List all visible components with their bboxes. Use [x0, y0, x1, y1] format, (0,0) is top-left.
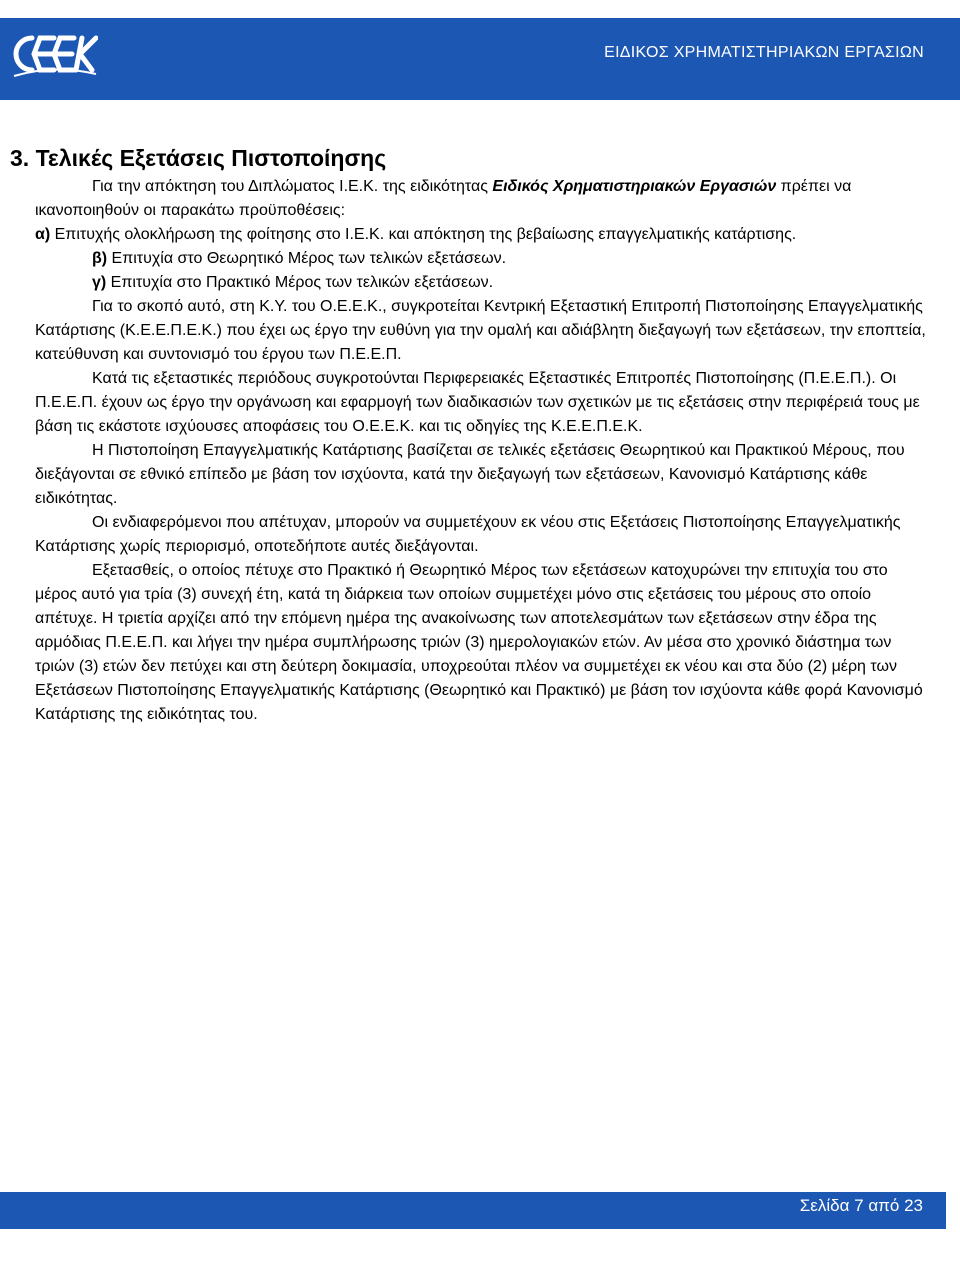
- intro-text-1: Για την απόκτηση του Διπλώματος Ι.Ε.Κ. της ειδικότητας: [92, 178, 493, 195]
- paragraph-5: Εξετασθείς, ο οποίος πέτυχε στο Πρακτικό ή Θεωρητικό Μέρος των εξετάσεων κατοχυρώνει την επιτυχία του στο μέρος αυτό για τρία (3) συνεχή έτη, κατά τη διάρκεια των οποίων συμμετέχει μόνο στις εξετάσεις του μέρους στο οποίο απέτυχε. Η τριετία αρχίζει από την επόμενη ημέρα της ανακοίνωσης των αποτελεσμάτων των εξετάσεων στην έδρα της αρμόδιας Π.Ε.Ε.Π. και λήγει την ημέρα συμπλήρωσης τριών (3) ημερολογιακών ετών. Αν μέσα στο χρονικό διάστημα των τριών (3) ετών δεν πετύχει και στη δεύτερη δοκιμασία, υποχρεούται πλέον να συμμετέχει εκ νέου και στα δύο (2) μέρη των Εξετάσεων Πιστοποίησης Επαγγελματικής Κατάρτισης (Θεωρητικό και Πρακτικό) με βάση τον ισχύοντα κάθε φορά Κανονισμό Κατάρτισης της ειδικότητας του.: [35, 562, 923, 723]
- condition-c-text: Επιτυχία στο Πρακτικό Μέρος των τελικών εξετάσεων.: [106, 274, 494, 291]
- paragraph-3: Η Πιστοποίηση Επαγγελματικής Κατάρτισης βασίζεται σε τελικές εξετάσεις Θεωρητικού και Πρακτικού Μέρους, που διεξάγονται σε εθνικό επίπεδο με βάση τον ισχύοντα, κατά την διεξαγωγή των εξετάσεων, Κανονισμό Κατάρτισης κάθε ειδικότητας.: [35, 442, 905, 507]
- body-text: [35, 175, 933, 727]
- condition-b-label: β): [92, 250, 108, 267]
- oeek-logo: [10, 24, 98, 84]
- section-title: 3. Τελικές Εξετάσεις Πιστοποίησης: [10, 145, 387, 171]
- page-number: Σελίδα 7 από 23: [799, 1196, 923, 1215]
- condition-a-text: Επιτυχής ολοκλήρωση της φοίτησης στο Ι.Ε.Κ. και απόκτηση της βεβαίωσης επαγγελματικής κατάρτισης.: [50, 226, 797, 243]
- header-title: ΕΙΔΙΚΟΣ ΧΡΗΜΑΤΙΣΤΗΡΙΑΚΩΝ ΕΡΓΑΣΙΩΝ: [604, 44, 924, 61]
- condition-b: [35, 247, 933, 271]
- condition-b-text: Επιτυχία στο Θεωρητικό Μέρος των τελικών εξετάσεων.: [107, 250, 507, 267]
- condition-a: [35, 223, 933, 247]
- paragraph-1: Για το σκοπό αυτό, στη Κ.Υ. του Ο.Ε.Ε.Κ., συγκροτείται Κεντρική Εξεταστική Επιτροπή Πιστοποίησης Επαγγελματικής Κατάρτισης (Κ.Ε.Ε.Π.Ε.Κ.) που έχει ως έργο την ευθύνη για την ομαλή και αδιάβλητη διεξαγωγή των εξετάσεων, την εποπτεία, κατεύθυνση και συντονισμό του έργου των Π.Ε.Ε.Π.: [35, 298, 926, 363]
- condition-c: [35, 271, 933, 295]
- condition-a-label: α): [35, 226, 51, 243]
- intro-text-2: πρέπει να ικανοποιηθούν οι παρακάτω προϋποθέσεις:: [35, 178, 852, 219]
- specialty-name: Ειδικός Χρηματιστηριακών Εργασιών: [492, 178, 777, 195]
- paragraph-4: Οι ενδιαφερόμενοι που απέτυχαν, μπορούν να συμμετέχουν εκ νέου στις Εξετάσεις Πιστοποίησης Επαγγελματικής Κατάρτισης χωρίς περιορισμό, οποτεδήποτε αυτές διεξάγονται.: [35, 514, 901, 555]
- paragraph-2: Κατά τις εξεταστικές περιόδους συγκροτούνται Περιφερειακές Εξεταστικές Επιτροπές Πιστοποίησης (Π.Ε.Ε.Π.). Οι Π.Ε.Ε.Π. έχουν ως έργο την οργάνωση και εφαρμογή των διαδικασιών των σχετικών με τις εξετάσεις στην περιφέρειά τους με βάση τις εκάστοτε ισχύουσες αποφάσεις του Ο.Ε.Ε.Κ. και τις οδηγίες της Κ.Ε.Ε.Π.Ε.Κ.: [35, 370, 920, 435]
- condition-c-label: γ): [92, 274, 107, 291]
- intro-paragraph: [35, 175, 933, 223]
